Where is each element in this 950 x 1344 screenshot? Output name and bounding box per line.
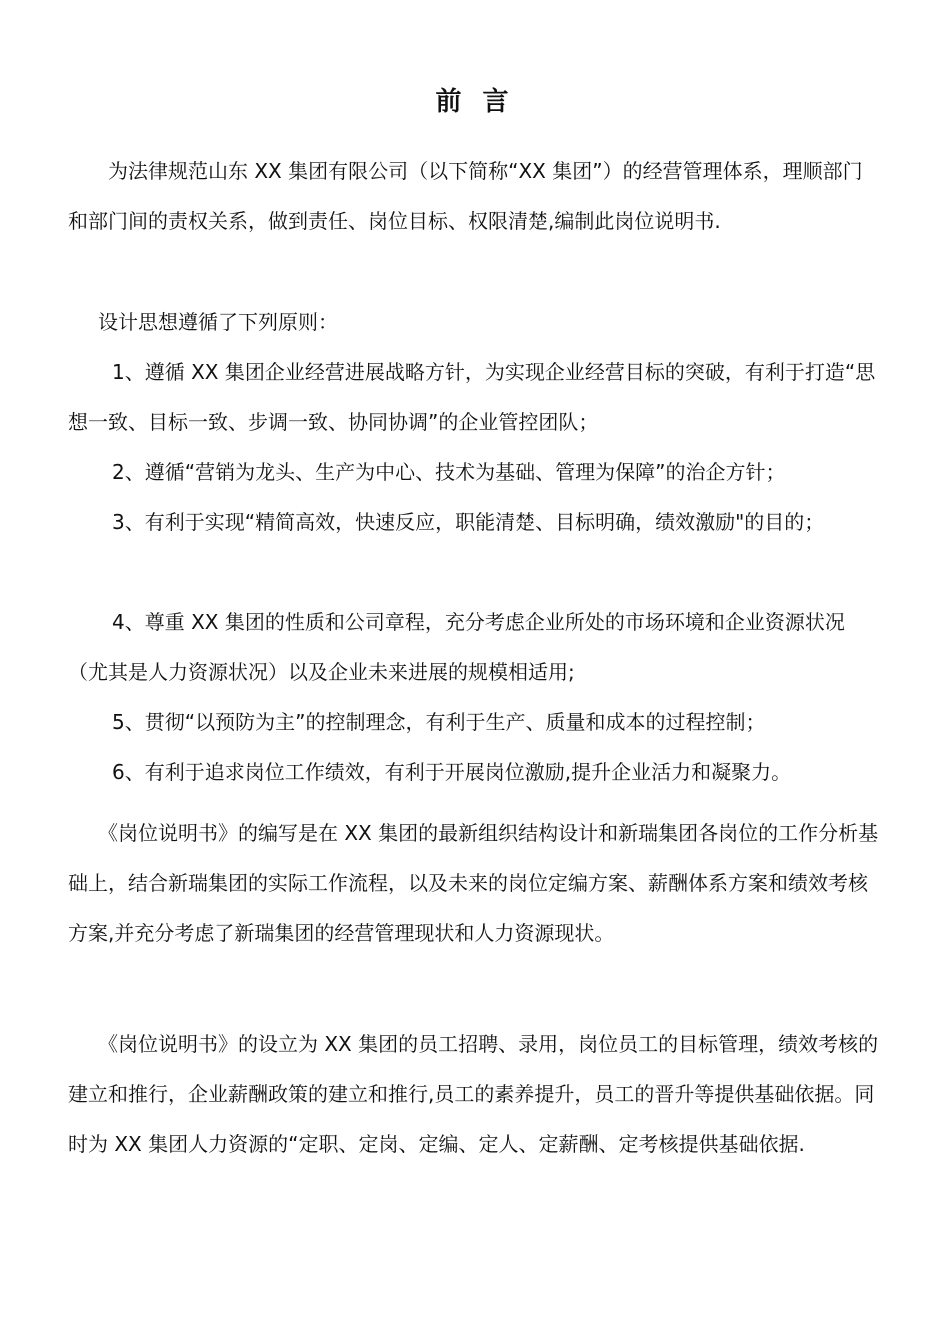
page-title: 前 言 bbox=[435, 87, 515, 117]
intro-paragraph: 为法律规范山东 XX 集团有限公司（以下简称“XX 集团”）的经营管理体系，理顺部门和部门间的责权关系，做到责任、岗位目标、权限清楚,编制此岗位说明书. bbox=[68, 159, 863, 233]
principle-item-4: 4、尊重 XX 集团的性质和公司章程，充分考虑企业所处的市场环境和企业资源状况（尤其是人力资源状况）以及企业未来进展的规模相适用; bbox=[68, 610, 845, 684]
principle-item-3: 3、有利于实现“精简高效，快速反应，职能清楚、目标明确，绩效激励"的目的； bbox=[112, 510, 825, 534]
purpose-paragraph: 《岗位说明书》的设立为 XX 集团的员工招聘、录用，岗位员工的目标管理，绩效考核的建立和推行，企业薪酬政策的建立和推行,员工的素养提升，员工的晋升等提供基础依据。同时为 XX 集团人力资源的“定职、定岗、定编、定人、定薪酬、定考核提供基础依据. bbox=[68, 1032, 879, 1156]
principle-item-6: 6、有利于追求岗位工作绩效，有利于开展岗位激励,提升企业活力和凝聚力。 bbox=[112, 760, 792, 784]
basis-paragraph: 《岗位说明书》的编写是在 XX 集团的最新组织结构设计和新瑞集团各岗位的工作分析基础上，结合新瑞集团的实际工作流程，以及未来的岗位定编方案、薪酬体系方案和绩效考核方案,并充分考虑了新瑞集团的经营管理现状和人力资源现状。 bbox=[68, 821, 879, 945]
principle-item-2: 2、遵循“营销为龙头、生产为中心、技术为基础、管理为保障”的治企方针； bbox=[112, 460, 786, 484]
principle-item-1: 1、遵循 XX 集团企业经营进展战略方针，为实现企业经营目标的突破，有利于打造“思想一致、目标一致、步调一致、协同协调”的企业管控团队； bbox=[68, 360, 876, 434]
principles-heading: 设计思想遵循了下列原则： bbox=[98, 310, 338, 334]
principle-item-5: 5、贯彻“以预防为主”的控制理念，有利于生产、质量和成本的过程控制； bbox=[112, 710, 766, 734]
